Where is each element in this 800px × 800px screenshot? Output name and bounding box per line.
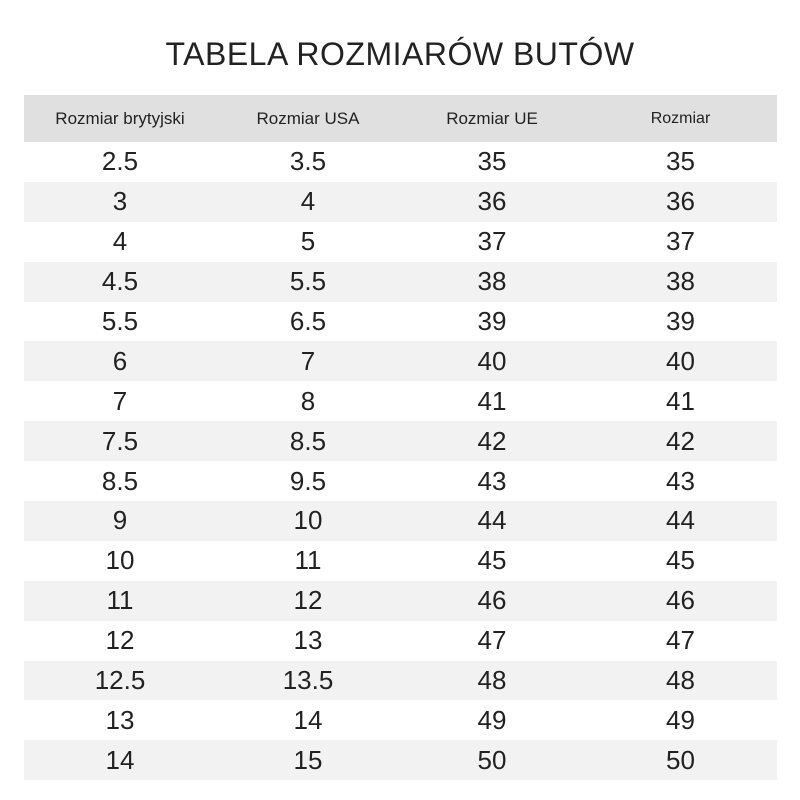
uk-size-cell: 2.5 <box>101 146 139 177</box>
uk-size-cell: 6 <box>112 345 128 376</box>
us-size-cell: 10 <box>293 505 323 536</box>
table-row <box>24 740 777 780</box>
table-row <box>24 381 777 421</box>
eu-size-cell: 48 <box>477 665 507 696</box>
eu-size-cell: 49 <box>477 704 507 735</box>
uk-size-cell: 12 <box>105 625 135 656</box>
size-cell: 42 <box>666 425 695 456</box>
table-row <box>24 302 777 342</box>
us-size-cell: 7 <box>300 345 316 376</box>
us-size-cell: 12 <box>293 585 323 616</box>
size-cell: 49 <box>666 704 695 735</box>
column-header-size: Rozmiar <box>650 109 711 127</box>
us-size-cell: 5.5 <box>289 266 327 297</box>
column-header-eu-size: Rozmiar UE <box>446 108 538 128</box>
size-cell: 47 <box>666 625 695 656</box>
uk-size-cell: 5.5 <box>101 306 139 336</box>
us-size-cell: 13.5 <box>282 665 334 696</box>
eu-size-cell: 37 <box>477 226 507 257</box>
table-row <box>24 142 777 182</box>
table-row <box>24 341 777 381</box>
uk-size-cell: 4 <box>112 226 128 257</box>
size-chart-table <box>24 95 777 780</box>
size-cell: 39 <box>666 306 695 336</box>
table-header-row <box>24 95 777 142</box>
size-cell: 36 <box>666 186 695 217</box>
eu-size-cell: 38 <box>477 266 507 297</box>
size-cell: 38 <box>666 266 695 297</box>
us-size-cell: 6.5 <box>289 306 327 336</box>
size-cell: 50 <box>666 744 695 775</box>
eu-size-cell: 47 <box>477 625 507 656</box>
size-cell: 37 <box>666 226 695 257</box>
us-size-cell: 15 <box>293 744 323 775</box>
size-cell: 41 <box>666 385 695 416</box>
us-size-cell: 8 <box>300 385 316 416</box>
eu-size-cell: 45 <box>477 545 507 576</box>
uk-size-cell: 13 <box>105 704 135 735</box>
uk-size-cell: 7 <box>112 385 128 416</box>
size-cell: 35 <box>666 146 695 177</box>
us-size-cell: 9.5 <box>289 465 327 496</box>
eu-size-cell: 43 <box>477 465 507 496</box>
eu-size-cell: 42 <box>477 425 507 456</box>
table-row <box>24 461 777 501</box>
eu-size-cell: 50 <box>477 744 507 775</box>
table-row <box>24 581 777 621</box>
table-row <box>24 541 777 581</box>
table-row <box>24 700 777 740</box>
table-row <box>24 501 777 541</box>
size-cell: 45 <box>666 545 695 576</box>
eu-size-cell: 40 <box>477 345 507 376</box>
uk-size-cell: 11 <box>106 585 134 616</box>
uk-size-cell: 12.5 <box>94 665 146 696</box>
uk-size-cell: 14 <box>105 744 135 775</box>
us-size-cell: 8.5 <box>289 425 327 456</box>
us-size-cell: 5 <box>300 226 316 257</box>
uk-size-cell: 10 <box>105 545 135 576</box>
table-row <box>24 661 777 701</box>
table-row <box>24 262 777 302</box>
table-row <box>24 222 777 262</box>
size-cell: 44 <box>666 505 695 536</box>
uk-size-cell: 3 <box>112 186 128 217</box>
column-header-uk-size: Rozmiar brytyjski <box>55 108 185 128</box>
size-cell: 43 <box>666 465 695 496</box>
us-size-cell: 3.5 <box>289 146 327 177</box>
us-size-cell: 4 <box>300 186 316 217</box>
size-cell: 46 <box>666 585 695 616</box>
us-size-cell: 13 <box>293 625 323 656</box>
uk-size-cell: 9 <box>112 505 128 536</box>
eu-size-cell: 46 <box>477 585 507 616</box>
table-row <box>24 182 777 222</box>
table-row <box>24 621 777 661</box>
eu-size-cell: 35 <box>477 146 507 177</box>
uk-size-cell: 7.5 <box>101 425 139 456</box>
table-row <box>24 421 777 461</box>
eu-size-cell: 36 <box>477 186 507 217</box>
column-header-us-size: Rozmiar USA <box>256 108 360 128</box>
uk-size-cell: 8.5 <box>101 465 139 496</box>
table-body <box>24 142 777 780</box>
size-cell: 48 <box>666 665 695 696</box>
us-size-cell: 11 <box>294 545 322 576</box>
size-cell: 40 <box>666 345 695 376</box>
eu-size-cell: 41 <box>477 385 507 416</box>
eu-size-cell: 39 <box>477 306 507 336</box>
uk-size-cell: 4.5 <box>101 266 139 297</box>
page-title: TABELA ROZMIARÓW BUTÓW <box>165 36 635 72</box>
eu-size-cell: 44 <box>477 505 507 536</box>
us-size-cell: 14 <box>293 704 323 735</box>
